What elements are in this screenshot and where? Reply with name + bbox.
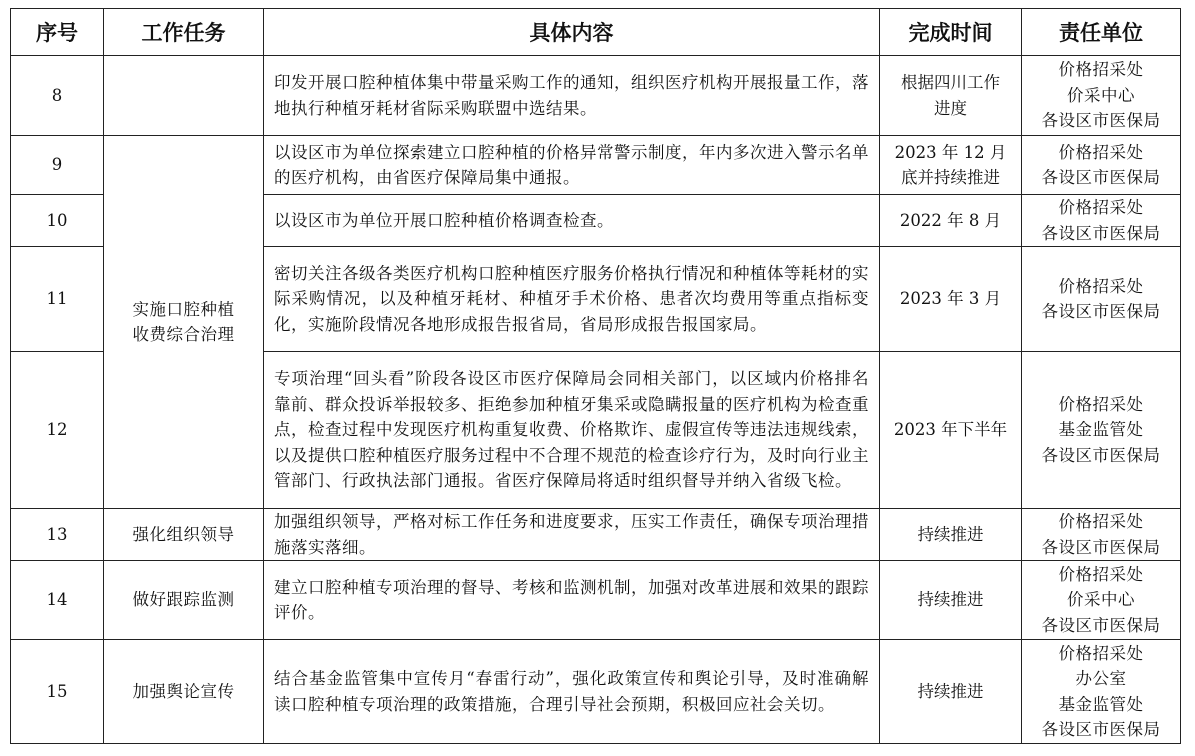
row-time: 2023 年 3 月	[880, 247, 1022, 352]
table-row	[11, 509, 1181, 561]
header-task: 工作任务	[104, 9, 264, 56]
header-time: 完成时间	[880, 9, 1022, 56]
header-content: 具体内容	[264, 9, 880, 56]
row-no: 13	[11, 509, 104, 561]
row-no: 8	[11, 56, 104, 136]
row-unit: 价格招采处 基金监管处 各设区市医保局	[1022, 352, 1181, 509]
header-row	[11, 9, 1181, 56]
row-content: 印发开展口腔种植体集中带量采购工作的通知，组织医疗机构开展报量工作，落地执行种植牙耗材省际采购联盟中选结果。	[264, 56, 880, 136]
row-no: 14	[11, 561, 104, 640]
task-table	[10, 8, 1181, 744]
row-content: 以设区市为单位探索建立口腔种植的价格异常警示制度，年内多次进入警示名单的医疗机构，由省医疗保障局集中通报。	[264, 136, 880, 195]
row-no: 9	[11, 136, 104, 195]
row-time: 持续推进	[880, 509, 1022, 561]
table-row	[11, 136, 1181, 195]
row-content: 建立口腔种植专项治理的督导、考核和监测机制，加强对改革进展和效果的跟踪评价。	[264, 561, 880, 640]
row-time: 持续推进	[880, 561, 1022, 640]
header-no: 序号	[11, 9, 104, 56]
row-time: 2023 年 12 月 底并持续推进	[880, 136, 1022, 195]
row-time: 2023 年下半年	[880, 352, 1022, 509]
row-unit: 价格招采处 各设区市医保局	[1022, 136, 1181, 195]
merged-task-cell: 实施口腔种植 收费综合治理	[104, 136, 264, 509]
table-row	[11, 56, 1181, 136]
row-no: 12	[11, 352, 104, 509]
row-time: 2022 年 8 月	[880, 195, 1022, 247]
row-unit: 价格招采处 各设区市医保局	[1022, 247, 1181, 352]
row-task: 做好跟踪监测	[104, 561, 264, 640]
row-unit: 价格招采处 价采中心 各设区市医保局	[1022, 561, 1181, 640]
header-unit: 责任单位	[1022, 9, 1181, 56]
row-unit: 价格招采处 价采中心 各设区市医保局	[1022, 56, 1181, 136]
table-row	[11, 640, 1181, 744]
row-content: 加强组织领导，严格对标工作任务和进度要求，压实工作责任，确保专项治理措施落实落细。	[264, 509, 880, 561]
row-unit: 价格招采处 各设区市医保局	[1022, 509, 1181, 561]
row-time: 根据四川工作 进度	[880, 56, 1022, 136]
row-content: 密切关注各级各类医疗机构口腔种植医疗服务价格执行情况和种植体等耗材的实际采购情况，以及种植牙耗材、种植牙手术价格、患者次均费用等重点指标变化，实施阶段情况各地形成报告报省局，省局形成报告报国家局。	[264, 247, 880, 352]
row-no: 10	[11, 195, 104, 247]
document-page	[10, 8, 1181, 744]
row-task-empty	[104, 56, 264, 136]
row-task: 强化组织领导	[104, 509, 264, 561]
row-time: 持续推进	[880, 640, 1022, 744]
table-row	[11, 561, 1181, 640]
row-task: 加强舆论宣传	[104, 640, 264, 744]
row-no: 15	[11, 640, 104, 744]
row-no: 11	[11, 247, 104, 352]
row-content: 以设区市为单位开展口腔种植价格调查检查。	[264, 195, 880, 247]
row-unit: 价格招采处 办公室 基金监管处 各设区市医保局	[1022, 640, 1181, 744]
row-content: 专项治理“回头看”阶段各设区市医疗保障局会同相关部门，以区域内价格排名靠前、群众投诉举报较多、拒绝参加种植牙集采或隐瞒报量的医疗机构为检查重点，检查过程中发现医疗机构重复收费、价格欺诈、虚假宣传等违法违规线索，以及提供口腔种植医疗服务过程中不合理不规范的检查诊疗行为，及时向行业主管部门、行政执法部门通报。省医疗保障局将适时组织督导并纳入省级飞检。	[264, 352, 880, 509]
row-unit: 价格招采处 各设区市医保局	[1022, 195, 1181, 247]
row-content: 结合基金监管集中宣传月“春雷行动”，强化政策宣传和舆论引导，及时准确解读口腔种植专项治理的政策措施，合理引导社会预期，积极回应社会关切。	[264, 640, 880, 744]
